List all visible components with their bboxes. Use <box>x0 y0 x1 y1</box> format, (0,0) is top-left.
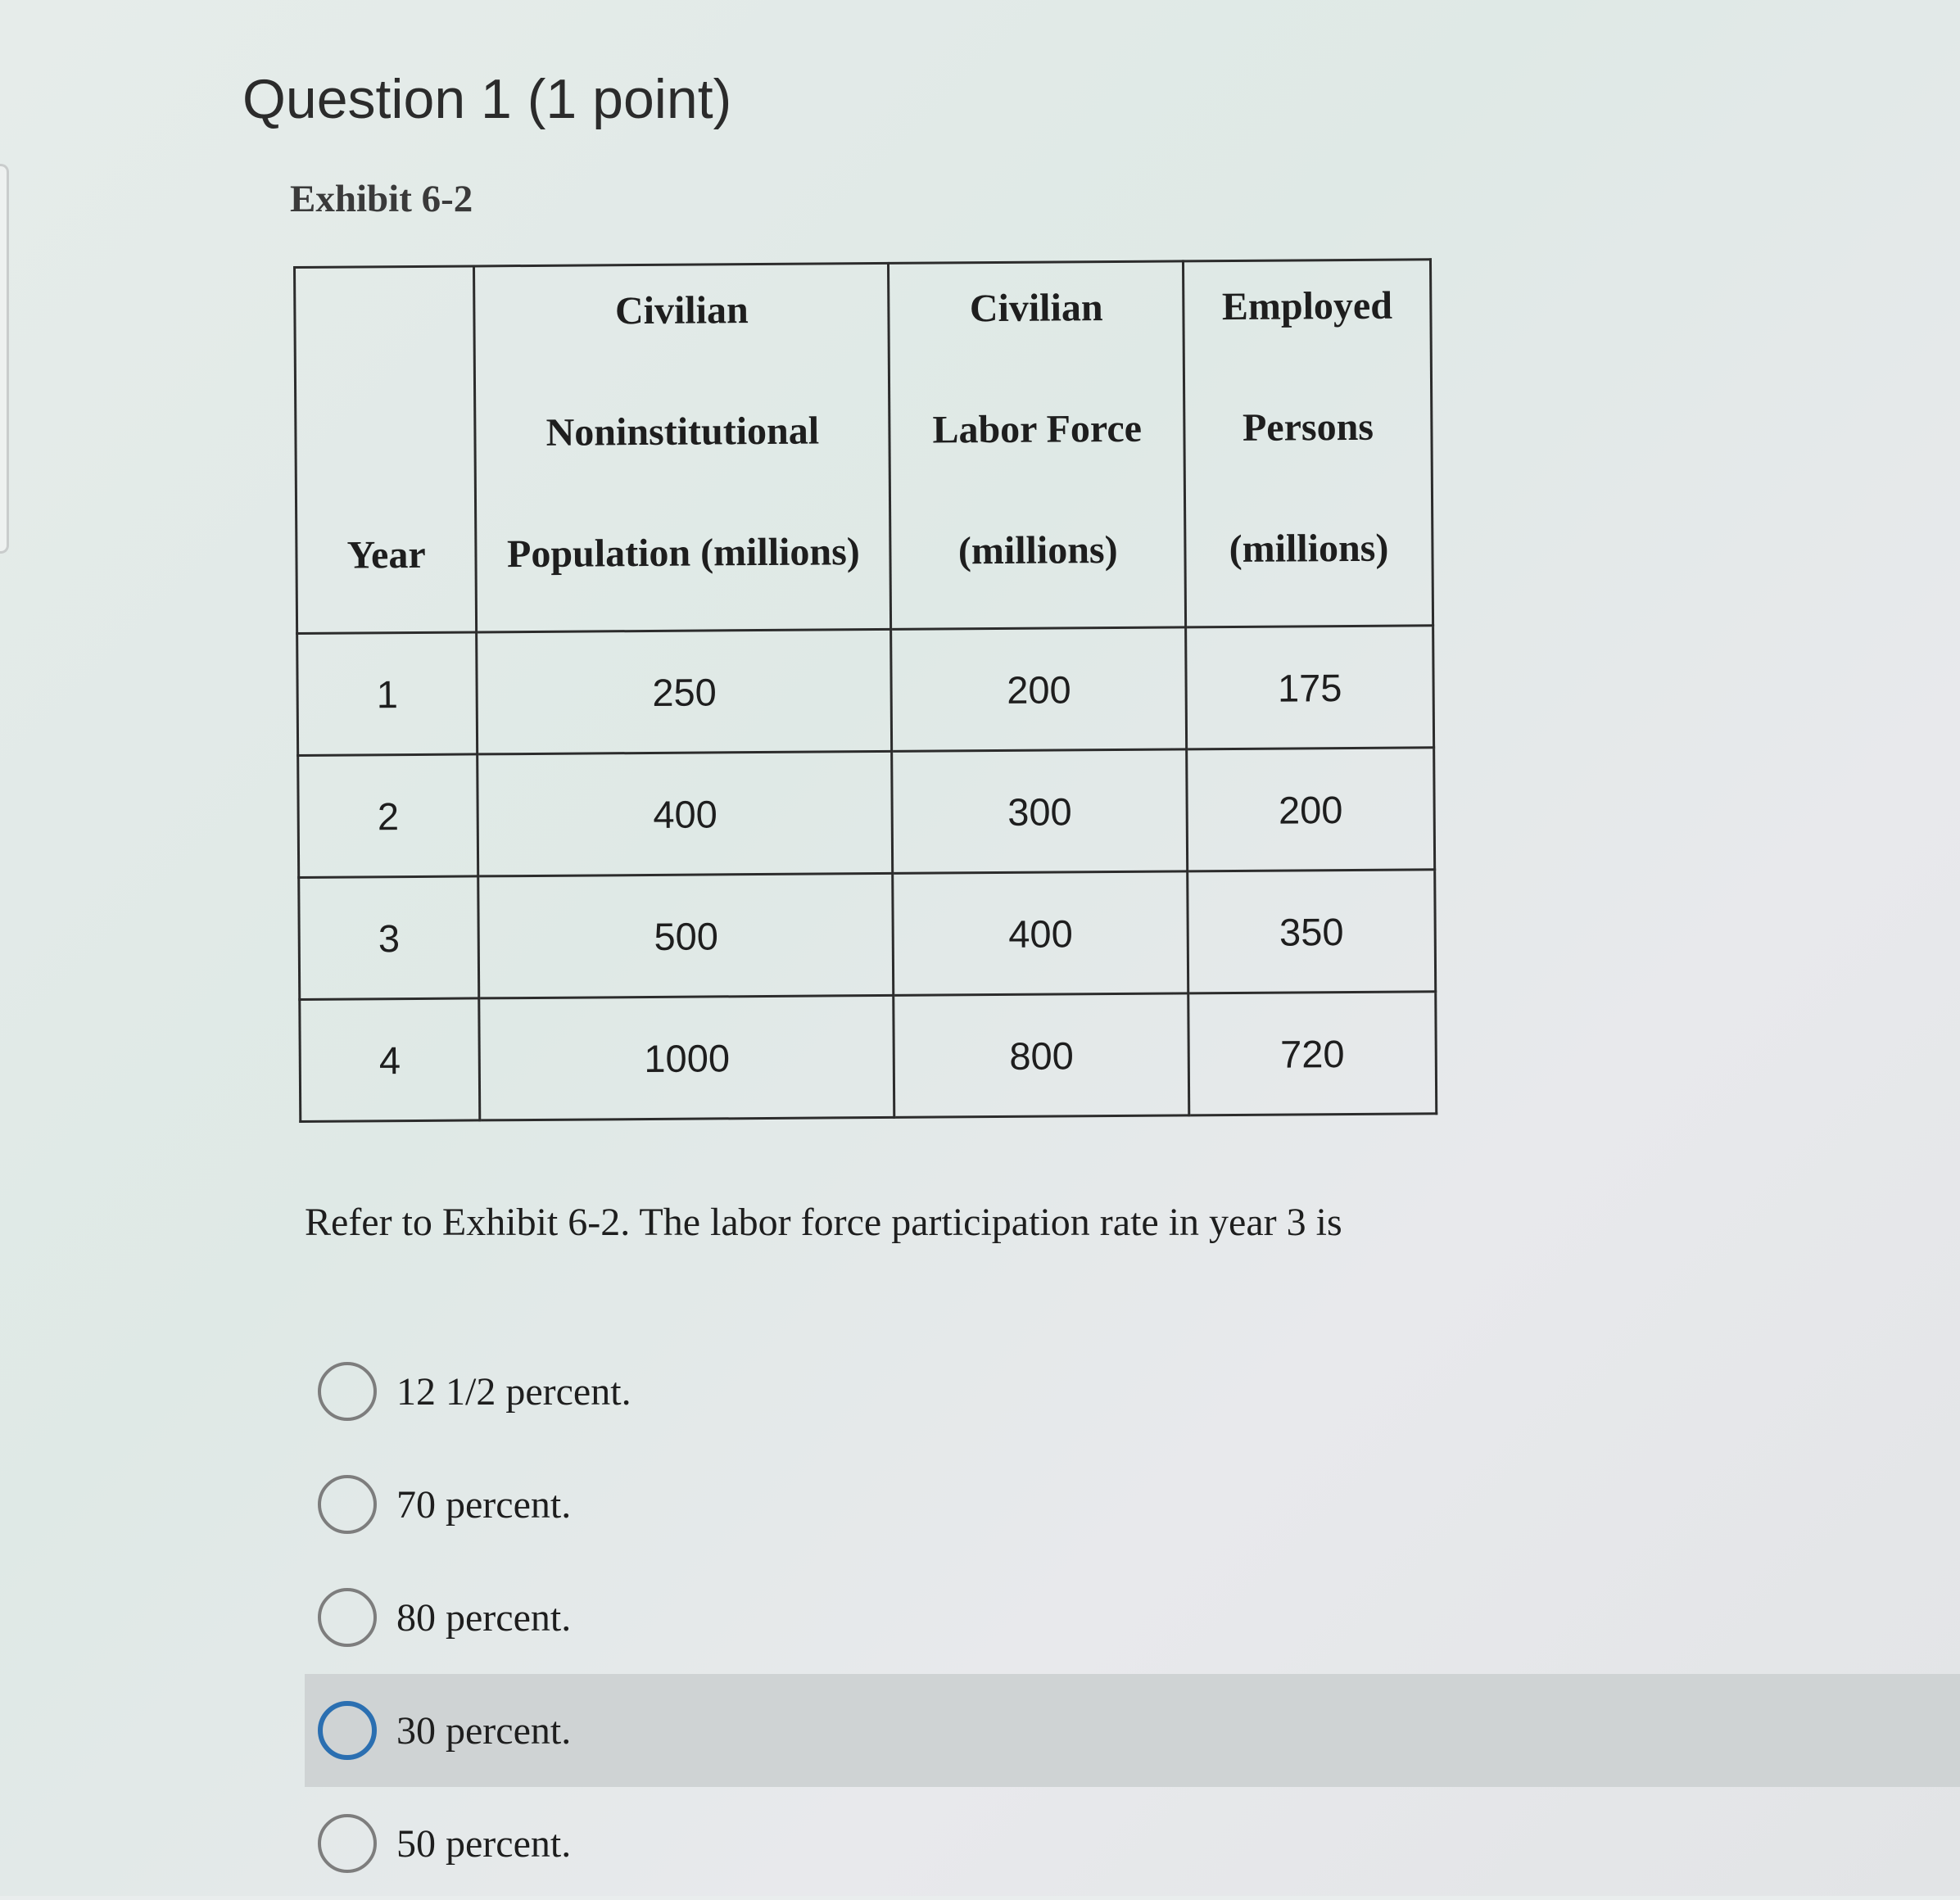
exhibit-table <box>293 258 1437 1123</box>
table-cell: 350 <box>1188 870 1436 993</box>
table-cell: 250 <box>477 629 892 754</box>
header-employed <box>1184 260 1433 627</box>
answer-option[interactable] <box>308 1335 1960 1448</box>
table-cell: 300 <box>892 749 1188 874</box>
answer-option-label[interactable]: 12 1/2 percent. <box>396 1369 631 1414</box>
header-line: Labor Force <box>932 406 1143 452</box>
header-year <box>295 266 478 634</box>
table-cell: 2 <box>298 754 478 878</box>
table-cell: 400 <box>893 871 1188 996</box>
radio-circle-icon[interactable] <box>318 1588 377 1647</box>
table-row <box>298 748 1435 878</box>
table-cell: 3 <box>299 876 479 1000</box>
radio-circle-icon[interactable] <box>318 1475 377 1534</box>
question-prompt: Refer to Exhibit 6-2. The labor force participation rate in year 3 is <box>305 1201 1342 1244</box>
answer-option-hovered[interactable] <box>305 1674 1960 1787</box>
header-line: Civilian <box>614 288 749 333</box>
answer-option[interactable] <box>308 1448 1960 1561</box>
answer-option[interactable] <box>308 1787 1960 1900</box>
answer-options <box>308 1335 1960 1900</box>
header-line: (millions) <box>957 527 1118 573</box>
header-line: Population (millions) <box>506 530 860 577</box>
answer-option-label[interactable]: 50 percent. <box>396 1821 572 1866</box>
radio-circle-icon[interactable] <box>318 1814 377 1873</box>
radio-circle-icon[interactable] <box>318 1362 377 1421</box>
table-cell: 200 <box>891 627 1187 752</box>
table-cell: 1 <box>297 632 478 756</box>
table-cell: 500 <box>478 873 894 998</box>
table-cell: 175 <box>1186 626 1434 749</box>
header-line: Employed <box>1221 283 1393 329</box>
header-labor-force <box>889 261 1186 630</box>
answer-option-label[interactable]: 30 percent. <box>396 1708 572 1753</box>
question-title: Question 1 (1 point) <box>242 68 732 130</box>
table-row <box>297 626 1434 756</box>
header-line: Persons <box>1242 405 1374 450</box>
table-cell: 1000 <box>479 995 894 1120</box>
header-line: (millions) <box>1229 526 1389 572</box>
table-cell: 800 <box>894 993 1189 1118</box>
header-line: Civilian <box>969 286 1103 331</box>
answer-option-label[interactable]: 80 percent. <box>396 1595 572 1640</box>
table-row <box>300 992 1437 1122</box>
left-panel-edge <box>0 164 9 554</box>
radio-circle-icon[interactable] <box>318 1701 377 1760</box>
header-population <box>474 263 891 632</box>
header-line <box>296 267 473 390</box>
table-cell: 4 <box>300 998 480 1122</box>
table-cell: 200 <box>1187 748 1435 871</box>
header-line: Noninstitutional <box>545 409 820 455</box>
header-line: Year <box>346 532 426 577</box>
table-cell: 720 <box>1188 992 1437 1115</box>
table-cell: 400 <box>478 751 893 876</box>
table-header-row <box>295 260 1433 634</box>
header-line <box>296 388 474 511</box>
exhibit-label: Exhibit 6-2 <box>290 178 473 220</box>
answer-option[interactable] <box>308 1561 1960 1674</box>
answer-option-label[interactable]: 70 percent. <box>396 1482 572 1527</box>
table-row <box>299 870 1436 1000</box>
